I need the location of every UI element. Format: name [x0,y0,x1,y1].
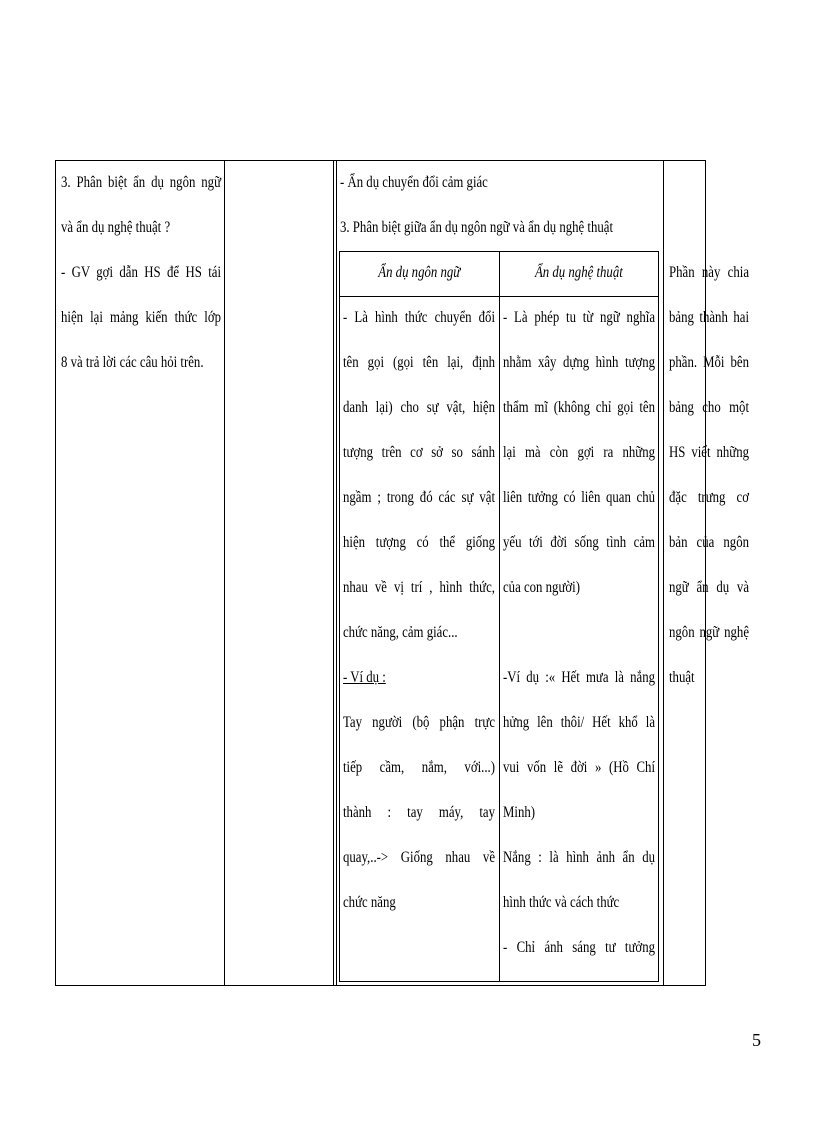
left-column-text [61,160,221,385]
right-line: bảng cho một [669,399,749,416]
inner-col2-text [503,295,655,970]
inner-table-mid [499,251,500,982]
left-line: hiện lại mảng kiến thức lớp [61,309,221,326]
column-divider-2b [336,160,337,986]
col2-line: Nắng : là hình ảnh ẩn dụ [503,849,655,866]
col2-blank-line [503,610,655,655]
col2-line: yếu tới đời sống tình cảm [503,534,655,551]
inner-header-label: Ẩn dụ nghệ thuật [535,264,623,281]
col2-line: của con người) [503,579,580,596]
right-line: thuật [669,669,695,686]
column-divider-1 [224,160,225,986]
col1-line: ngầm ; trong đó các sự vật [343,489,495,506]
left-line: 8 và trả lời các câu hỏi trên. [61,354,204,371]
col2-line: vui vốn lẽ đời » (Hồ Chí [503,759,655,776]
left-line: 3. Phân biệt ẩn dụ ngôn ngữ [61,174,221,191]
inner-col1-text [343,295,495,925]
col2-line: - Chỉ ánh sáng tư tưởng [503,939,655,956]
right-line: đặc trưng cơ [669,489,749,506]
col2-line: - Là phép tu từ ngữ nghĩa [503,309,655,326]
right-line: bản của ngôn [669,534,749,551]
col2-line: nhằm xây dựng hình tượng [503,354,655,371]
col1-line: tên gọi (gọi tên lại, định [343,354,495,371]
inner-header-language-metaphor [340,250,499,295]
main-intro-line-1: - Ẩn dụ chuyển đổi cảm giác [340,174,488,191]
inner-header-artistic-metaphor [500,250,658,295]
inner-table-right [658,251,659,982]
col1-line: danh lại) cho sự vật, hiện [343,399,495,416]
table-bottom-border [55,985,706,986]
column-divider-3 [663,160,664,986]
right-line: bảng thành hai [669,309,749,326]
inner-header-label: Ẩn dụ ngôn ngữ [378,264,461,281]
col2-line: hửng lên thôi/ Hết khổ là [503,714,655,731]
main-intro-line-2: 3. Phân biệt giữa ẩn dụ ngôn ngữ và ẩn dụ nghệ thuật [340,219,614,236]
col2-line: hình thức và cách thức [503,894,620,911]
left-line: - GV gợi dẫn HS để HS tái [61,264,221,281]
right-line: ngữ ẩn dụ và [669,579,749,596]
column-divider-2a [333,160,334,986]
col2-line: lại mà còn gợi ra những [503,444,655,461]
col2-line: liên tưởng có liên quan chủ [503,489,655,506]
col1-line: tiếp cầm, nắm, với...) [343,759,495,776]
col1-line: Tay người (bộ phận trực [343,714,495,731]
right-line: HS viết những [669,444,749,461]
col1-line: - Là hình thức chuyển đổi [343,309,495,326]
table-left-border [55,160,56,986]
left-line: và ẩn dụ nghệ thuật ? [61,219,171,236]
col1-line: quay,..-> Giống nhau về [343,849,495,866]
col2-example-line: -Ví dụ :« Hết mưa là nắng [503,669,655,686]
page-number: 5 [752,1030,761,1050]
right-line: phần. Mỗi bên [669,354,749,371]
col1-line: hiện tượng có thể giống [343,534,495,551]
right-line: Phần này chia [669,264,749,281]
col1-line: tượng trên cơ sở so sánh [343,444,495,461]
col1-example-label: - Ví dụ : [343,669,386,686]
inner-table-left [339,251,340,982]
col2-line: Minh) [503,804,535,821]
right-column-text [669,250,769,700]
col1-line: nhau về vị trí , hình thức, [343,579,495,596]
col1-line: chức năng [343,894,396,911]
col2-line: thẩm mĩ (không chỉ gọi tên [503,399,655,416]
col1-line: thành : tay máy, tay [343,804,495,821]
col1-line: chức năng, cảm giác... [343,624,458,641]
right-line: ngôn ngữ nghệ [669,624,749,641]
